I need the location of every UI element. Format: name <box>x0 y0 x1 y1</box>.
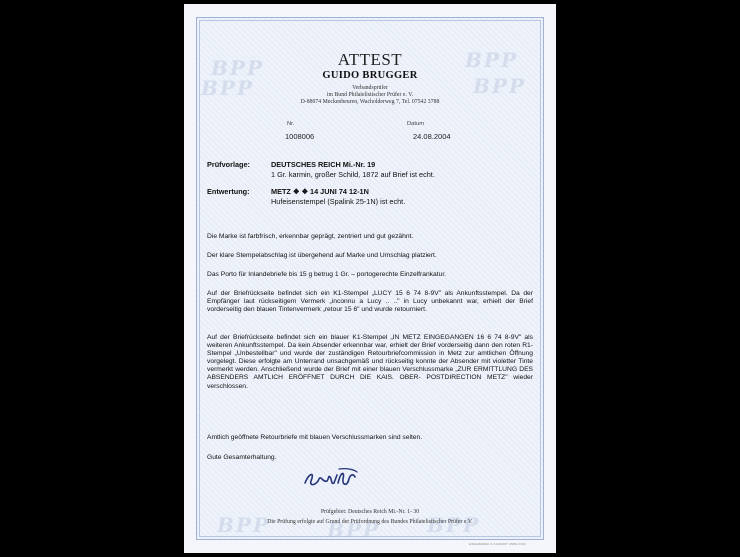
examiner-role: Verbandsprüfer <box>352 85 388 91</box>
watermark-bpp: BPP <box>327 518 380 542</box>
paragraph-arrival-metz: Auf der Briefrückseite befindet sich ein blauer K1-Stempel „IN METZ EINGEGANGEN 16 6 74 8-9V" als weiteren Ankunftsstempel. Da kein Absender erkennbar war, erhielt der Brief vorderseitig dann den roten R1-Stempel „Unbestellbar" und wurde der zuständigen Retourbriefcommission in Metz zur amtlichen Öffnung vorgelegt. Diese erfolgte am Unterrand unsachgemäß und rückseitig konnte der Absender mit violetter Tinte vermerkt werden. Anschließend wurde der Brief mit einer blauen Verschlussmarke „ZUR ERMITTLUNG DES ABSENDERS AMTLICH ERÖFFNET DURCH DIE KAIS. OBER- POSTDIRECTION METZ" wieder verschlossen. <box>207 334 533 390</box>
watermark-bpp: BPP <box>211 56 264 80</box>
certificate-title: ATTEST <box>337 50 403 69</box>
printer-imprint: EINGEBOREN & SCHMIDT GMBH 1994 <box>469 542 526 546</box>
entwertung-description: Hufeisenstempel (Spalink 25-1N) ist echt. <box>271 197 406 206</box>
watermark-bpp: BPP <box>473 74 526 98</box>
paragraph-arrival-lucy: Auf der Briefrückseite befindet sich ein K1-Stempel „LUCY 15 6 74 8-9V" als Ankunftsstempel. Da der Empfänger laut rückseitigem Vermerk „inconnu a Lucy .. .." in Lucy unbekannt war, erhielt der Brief vorderseitig den blauen Tintenvermerk „retour 15 6" und wurde retourniert. <box>207 290 533 314</box>
examiner-association: im Bund Philatelistischer Prüfer e. V. <box>326 92 414 98</box>
date-label: Datum <box>407 121 425 127</box>
entwertung-cancel: METZ ❖ ❖ 14 JUNI 74 12-1N <box>271 187 369 196</box>
examiner-signature <box>301 463 361 493</box>
paragraph-condition: Die Marke ist farbfrisch, erkennbar geprägt, zentriert und gut gezähnt. <box>207 233 414 240</box>
pruefvorlage-description: 1 Gr. karmin, großer Schild, 1872 auf Brief ist echt. <box>271 170 435 179</box>
pruefvorlage-item: DEUTSCHES REICH Mi.-Nr. 19 <box>271 160 376 169</box>
date-value: 24.08.2004 <box>413 132 451 141</box>
watermark-bpp: BPP <box>427 513 480 537</box>
entwertung-label: Entwertung: <box>207 187 250 196</box>
watermark-bpp: BPP <box>465 48 518 72</box>
nr-label: Nr. <box>287 121 295 127</box>
watermark-bpp: BPP <box>201 76 254 100</box>
examiner-address: D-88074 Meckenbeuren, Wacholderweg 7, Tel. 07542 3788 <box>300 99 440 105</box>
paragraph-rarity: Amtlich geöffnete Retourbriefe mit blauen Verschlussmarken sind selten. <box>207 434 423 441</box>
certificate-sheet <box>184 4 556 553</box>
nr-value: 1008006 <box>285 132 315 141</box>
footer-note: Die Prüfung erfolgte auf Grund der Prüfordnung des Bundes Philatelistischer Prüfer e.V. <box>267 519 473 525</box>
footer-basis: Prüfgebiet: Deutsches Reich Mi.-Nr. 1- 30 <box>320 509 420 515</box>
paragraph-postage: Das Porto für Inlandebriefe bis 15 g betrug 1 Gr. – portogerechte Einzelfrankatur. <box>207 271 447 278</box>
paragraph-overall: Gute Gesamterhaltung. <box>207 454 277 461</box>
examiner-name: GUIDO BRUGGER <box>322 70 418 81</box>
watermark-bpp: BPP <box>217 513 270 537</box>
paragraph-cancel: Der klare Stempelabschlag ist übergehend auf Marke und Umschlag platziert. <box>207 252 437 259</box>
pruefvorlage-label: Prüfvorlage: <box>207 160 250 169</box>
